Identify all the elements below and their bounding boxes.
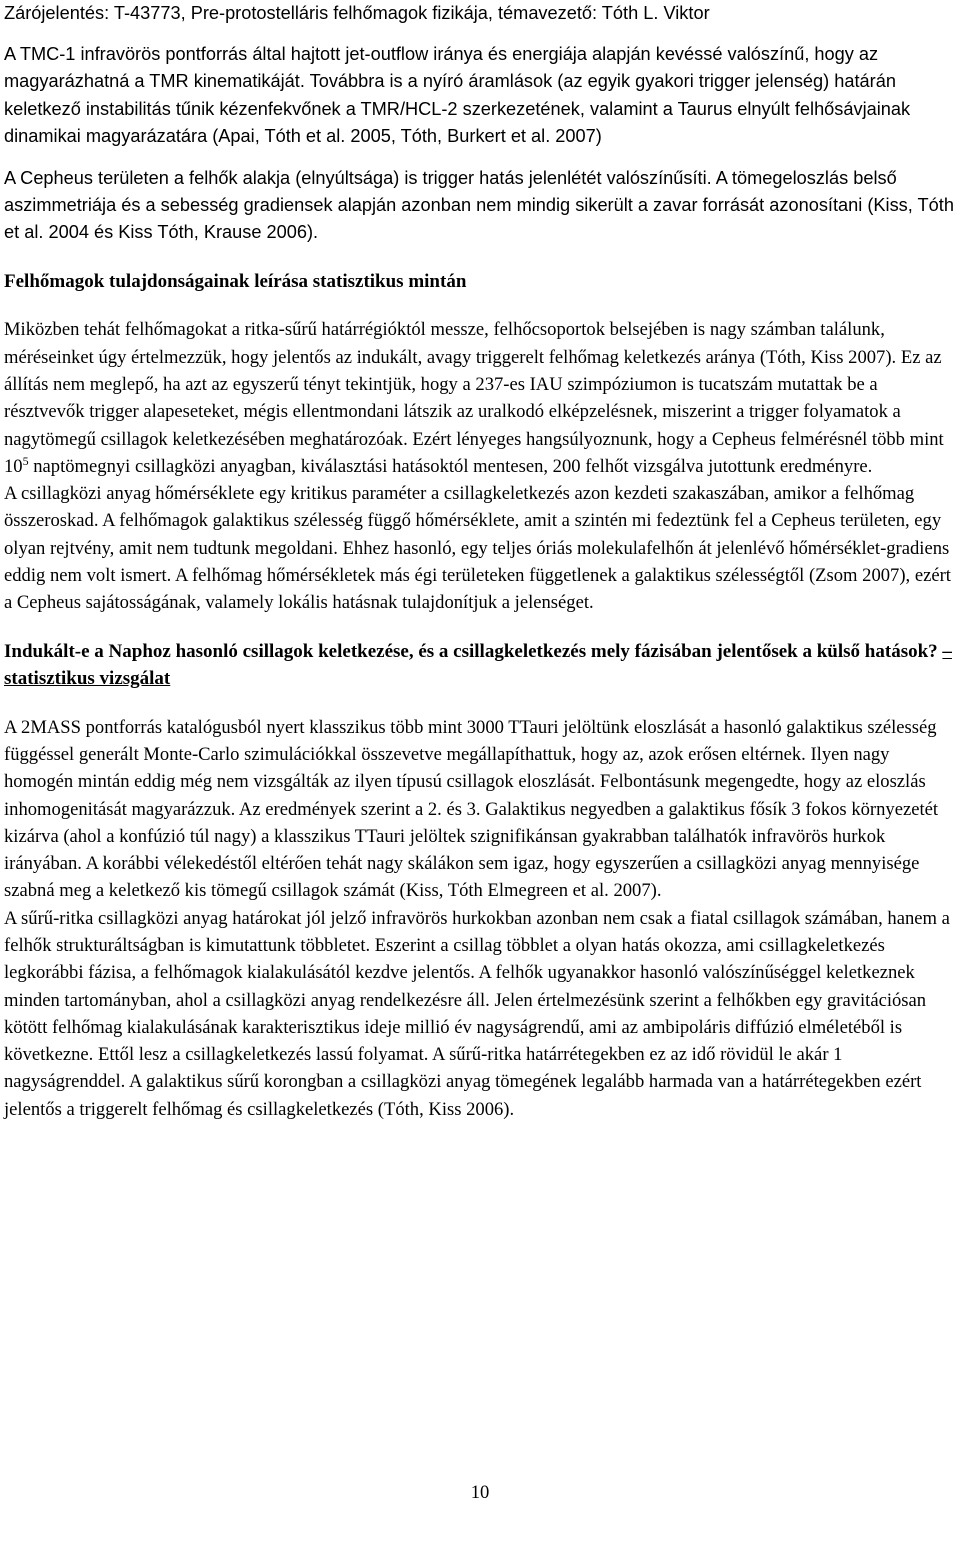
section-heading-underlined: – statisztikus vizsgálat [4,640,952,690]
paragraph-2mass: A 2MASS pontforrás katalógusból nyert klasszikus több mint 3000 TTauri jelöltünk eloszlását a hasonló galaktikus szélesség függéssel generált Monte-Carlo szimulációkkal összevetve megállapíthattuk, hogy az, azok erősen eltérnek. Ilyen nagy homogén mintán eddig még nem vizsgálták az ilyen típusú csillagok eloszlását. Felbontásunk megengedte, hogy az eloszlás inhomogenitását magyarázzuk. Az eredmények szerint a 2. és 3. Galaktikus negyedben a galaktikus fősík 3 fokos környezetét kizárva (ahol a konfúzió túl nagy) a klasszikus TTauri jelöltek szignifikánsan gyakrabban találhatók infravörös hurkok irányában. A korábbi vélekedéstől eltérően tehát nagy skálákon sem igaz, hogy egyszerűen a csillagközi anyag mennyisége szabná meg a keletkező kis tömegű csillagok számát (Kiss, Tóth Elmegreen et al. 2007). [4,716,939,902]
paragraph-triggered-cores-text-end: naptömegnyi csillagközi anyagban, kiválasztási hatásoktól mentesen, 200 felhőt vizsgálva jutottunk eredményre. [28,455,873,477]
page-number: 10 [470,1482,490,1503]
report-header: Zárójelentés: T-43773, Pre-protostelláris felhőmagok fizikája, témavezető: Tóth L. Viktor [4,3,710,23]
paragraph-tmc1: A TMC-1 infravörös pontforrás által hajtott jet-outflow iránya és energiája alapján kevéssé valószínű, hogy az magyarázhatná a TMR kinematikáját. Továbbra is a nyíró áramlások (az egyik gyakori trigger jelenség) határán keletkező instabilitás tűnik kézenfekvőnek a TMR/HCL-2 szerkezetének, valamint a Taurus elnyúlt felhősávjainak dinamikai magyarázatára (Apai, Tóth et al. 2005, Tóth, Burkert et al. 2007) [4,44,911,147]
paragraph-triggered-cores [4,316,958,480]
section-heading-statistics: Felhőmagok tulajdonságainak leírása statisztikus mintán [4,270,467,292]
exponent-superscript: 5 [22,453,29,468]
paragraph-temperature: A csillagközi anyag hőmérséklete egy kritikus paraméter a csillagkeletkezés azon kezdeti szakaszában, amikor a felhőmag összeroskad. A felhőmagok galaktikus szélesség függő hőmérséklete, amit a szintén mi fedeztünk fel a Cepheus területen, egy olyan rejtvény, amit nem tudtunk megoldani. Ehhez hasonló, egy teljes óriás molekulafelhőn át jelenlévő hőmérséklet-gradiens eddig nem volt ismert. A felhőmag hőmérsékletek más égi területeken függetlenek a galaktikus szélességtől (Zsom 2007), ezért a Cepheus sajátosságának, valamely lokális hatásnak tulajdonítjuk a jelenséget. [4,483,951,614]
section-heading-induced-formation-text: Indukált-e a Naphoz hasonló csillagok keletkezése, és a csillagkeletkezés mely fázisában jelentősek a külső hatások? [4,640,943,662]
section-heading-induced-formation [4,638,958,693]
paragraph-triggered-cores-text: Miközben tehát felhőmagokat a ritka-sűrű határrégióktól messze, felhőcsoportok belsejében is nagy számban találunk, méréseinket úgy értelmezzük, hogy jelentős az indukált, avagy triggerelt felhőmag keletkezés aránya (Tóth, Kiss 2007). Ez az állítás nem meglepő, ha azt az egyszerű tényt tekintjük, hogy a 237-es IAU szimpóziumon is tucatszám mutattak be a résztvevők trigger alapeseteket, mégis ellentmondani látszik az uralkodó elképzelésnek, miszerint a trigger folyamatok a nagytömegű csillagok keletkezésében meghatározóak. Ezért lényeges hangsúlyoznunk, hogy a Cepheus felmérésnél több mint 10 [4,319,944,477]
paragraph-infrared-loops: A sűrű-ritka csillagközi anyag határokat jól jelző infravörös hurkokban azonban nem csak a fiatal csillagok számában, hanem a felhők strukturáltságban is kimutattunk többletet. Eszerint a csillag többlet a olyan hatás okozza, ami csillagkeletkezés legkorábbi fázisa, a felhőmagok kialakulásától kezdve jelentős. A felhők ugyanakkor hasonló valószínűséggel keletkeznek minden tartományban, ahol a csillagközi anyag rendelkezésre áll. Jelen értelmezésünk szerint a felhőkben egy gravitációsan kötött felhőmag kialakulásának karakterisztikus ideje millió év nagyságrendű, ami az ambipoláris diffúzió elméletéből is következne. Ettől lesz a csillagkeletkezés lassú folyamat. A sűrű-ritka határrétegekben ez az idő rövidül le akár 1 nagyságrenddel. A galaktikus sűrű korongban a csillagközi anyag tömegének legalább harmada van a határrétegekben ezért jelentős a triggerelt felhőmag és csillagkeletkezés (Tóth, Kiss 2006). [4,907,950,1120]
paragraph-cepheus: A Cepheus területen a felhők alakja (elnyúltsága) is trigger hatás jelenlétét valószínűsíti. A tömegeloszlás belső aszimmetriája és a sebesség gradiensek alapján azonban nem mindig sikerült a zavar forrását azonosítani (Kiss, Tóth et al. 2004 és Kiss Tóth, Krause 2006). [4,167,954,243]
